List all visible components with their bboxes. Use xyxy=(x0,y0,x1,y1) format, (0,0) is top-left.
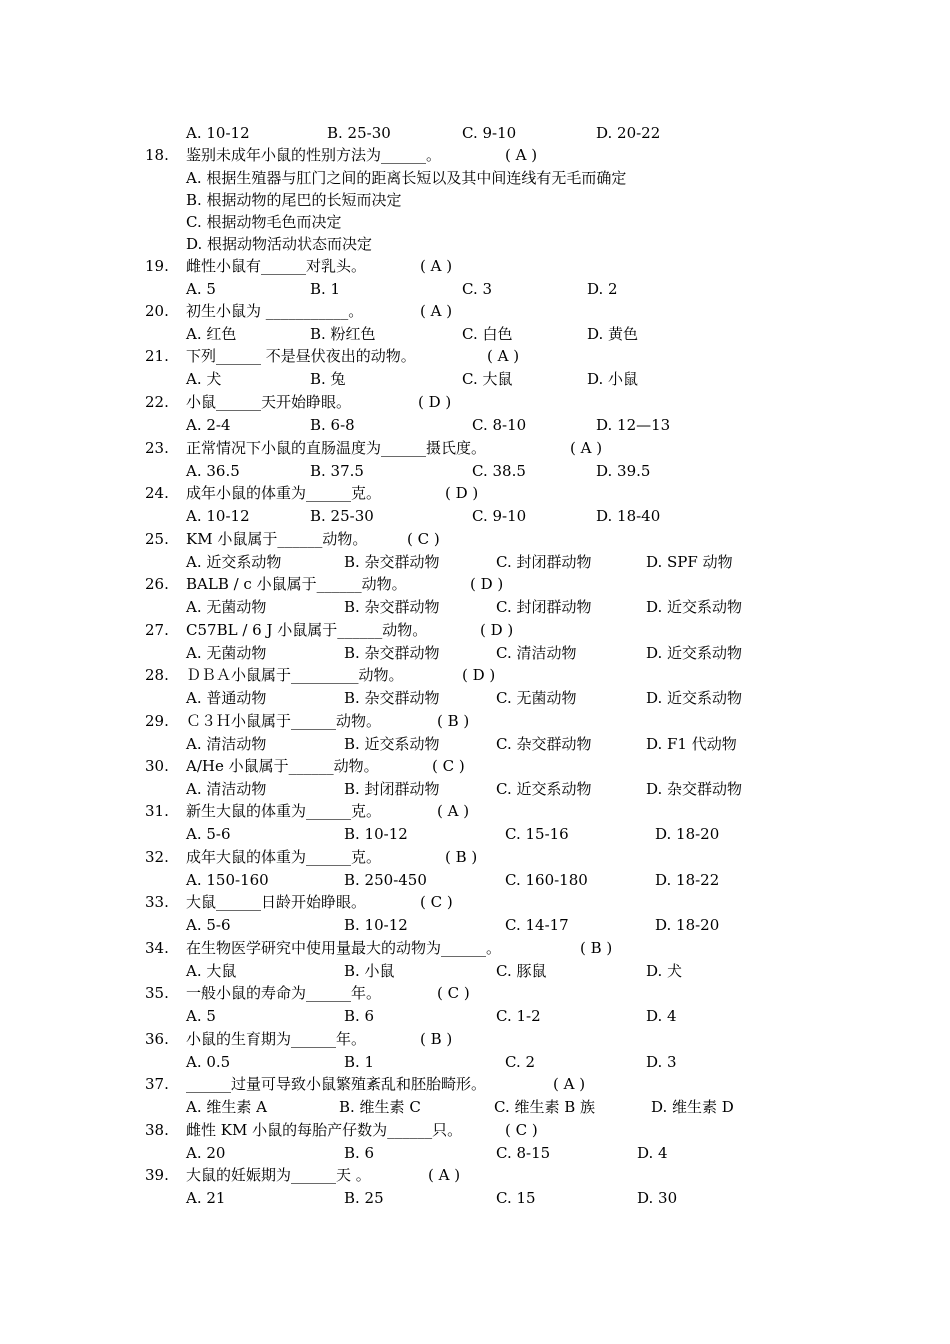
question-stem: 成年大鼠的体重为______克。 xyxy=(186,848,382,866)
option-c: C. 近交系动物 xyxy=(496,780,592,798)
question-number: 33. xyxy=(145,893,169,911)
answer-key: ( A ) xyxy=(570,439,603,457)
option-a: A. 根据生殖器与肛门之间的距离长短以及其中间连线有无毛而确定 xyxy=(186,169,627,187)
option-b: B. 6-8 xyxy=(310,416,355,434)
option-c: C. 1-2 xyxy=(496,1007,541,1025)
question-row xyxy=(0,937,950,959)
question-number: 37. xyxy=(145,1075,169,1093)
question-stem: 一般小鼠的寿命为______年。 xyxy=(186,984,382,1002)
option-a: A. 20 xyxy=(186,1144,226,1162)
answer-key: ( C ) xyxy=(437,984,470,1002)
option-b: B. 1 xyxy=(344,1053,375,1071)
question-number: 36. xyxy=(145,1030,169,1048)
option-c: C. 9-10 xyxy=(462,124,517,142)
question-row xyxy=(0,664,950,686)
question-row xyxy=(0,1028,950,1050)
option-b: B. 250-450 xyxy=(344,871,427,889)
question-row xyxy=(0,437,950,459)
option-b: B. 10-12 xyxy=(344,825,408,843)
option-c: C. 8-15 xyxy=(496,1144,551,1162)
question-number: 31. xyxy=(145,802,169,820)
option-a: A. 无菌动物 xyxy=(186,598,267,616)
question-number: 20. xyxy=(145,302,169,320)
question-row xyxy=(0,1164,950,1186)
option-d: D. 犬 xyxy=(646,962,683,980)
option-d: D. 4 xyxy=(637,1144,668,1162)
question-stem: 新生大鼠的体重为______克。 xyxy=(186,802,382,820)
option-c: C. 无菌动物 xyxy=(496,689,577,707)
option-c: C. 根据动物毛色而决定 xyxy=(186,213,342,231)
option-b: B. 小鼠 xyxy=(344,962,395,980)
option-b: B. 10-12 xyxy=(344,916,408,934)
question-number: 35. xyxy=(145,984,169,1002)
question-row xyxy=(0,619,950,641)
question-number: 19. xyxy=(145,257,169,275)
option-c: C. 8-10 xyxy=(472,416,527,434)
answer-key: ( B ) xyxy=(437,712,470,730)
option-d: D. 小鼠 xyxy=(587,370,639,388)
answer-key: ( A ) xyxy=(437,802,470,820)
question-row xyxy=(0,800,950,822)
question-number: 18. xyxy=(145,146,169,164)
option-d: D. 18-20 xyxy=(655,825,720,843)
option-d: D. 杂交群动物 xyxy=(646,780,743,798)
option-a: A. 5-6 xyxy=(186,825,231,843)
option-a: A. 5 xyxy=(186,280,216,298)
question-number: 27. xyxy=(145,621,169,639)
question-number: 24. xyxy=(145,484,169,502)
option-b: B. 兔 xyxy=(310,370,346,388)
option-d: D. 18-20 xyxy=(655,916,720,934)
option-d: D. F1 代动物 xyxy=(646,735,737,753)
option-a: A. 21 xyxy=(186,1189,226,1207)
option-a: A. 150-160 xyxy=(186,871,269,889)
question-number: 22. xyxy=(145,393,169,411)
option-c: C. 维生素 B 族 xyxy=(494,1098,596,1116)
option-d: D. 4 xyxy=(646,1007,677,1025)
question-stem: 鉴别未成年小鼠的性别方法为______。 xyxy=(186,146,442,164)
option-d: D. 近交系动物 xyxy=(646,644,743,662)
question-stem: Ｃ３Ｈ小鼠属于______动物。 xyxy=(186,712,382,730)
answer-key: ( B ) xyxy=(420,1030,453,1048)
option-d: D. SPF 动物 xyxy=(646,553,733,571)
option-b: B. 根据动物的尾巴的长短而决定 xyxy=(186,191,402,209)
question-row xyxy=(0,255,950,277)
question-stem: ＤＢＡ小鼠属于_________动物。 xyxy=(186,666,404,684)
question-number: 25. xyxy=(145,530,169,548)
answer-key: ( D ) xyxy=(445,484,479,502)
option-d: D. 18-22 xyxy=(655,871,720,889)
question-row xyxy=(0,482,950,504)
answer-key: ( A ) xyxy=(505,146,538,164)
question-stem: 正常情况下小鼠的直肠温度为______摄氏度。 xyxy=(186,439,487,457)
option-b: B. 杂交群动物 xyxy=(344,598,440,616)
option-d: D. 近交系动物 xyxy=(646,598,743,616)
answer-key: ( B ) xyxy=(580,939,613,957)
question-number: 23. xyxy=(145,439,169,457)
option-b: B. 25-30 xyxy=(310,507,374,525)
option-b: B. 1 xyxy=(310,280,341,298)
option-a: A. 5 xyxy=(186,1007,216,1025)
question-row xyxy=(0,891,950,913)
question-row xyxy=(0,391,950,413)
option-b: B. 杂交群动物 xyxy=(344,644,440,662)
answer-key: ( D ) xyxy=(470,575,504,593)
question-stem: 成年小鼠的体重为______克。 xyxy=(186,484,382,502)
answer-key: ( A ) xyxy=(420,302,453,320)
option-d: D. 黄色 xyxy=(587,325,639,343)
question-row xyxy=(0,528,950,550)
option-b: B. 近交系动物 xyxy=(344,735,440,753)
answer-key: ( A ) xyxy=(428,1166,461,1184)
question-number: 28. xyxy=(145,666,169,684)
option-a: A. 2-4 xyxy=(186,416,231,434)
option-d: D. 3 xyxy=(646,1053,677,1071)
question-number: 29. xyxy=(145,712,169,730)
option-a: A. 36.5 xyxy=(186,462,240,480)
option-c: C. 38.5 xyxy=(472,462,526,480)
option-d: D. 30 xyxy=(637,1189,678,1207)
option-b: B. 杂交群动物 xyxy=(344,553,440,571)
question-number: 38. xyxy=(145,1121,169,1139)
question-stem: 雌性 KM 小鼠的每胎产仔数为______只。 xyxy=(186,1121,463,1139)
option-a: A. 维生素 A xyxy=(186,1098,267,1116)
question-number: 30. xyxy=(145,757,169,775)
question-row xyxy=(0,144,950,166)
option-b: B. 封闭群动物 xyxy=(344,780,440,798)
question-stem: 下列______ 不是昼伏夜出的动物。 xyxy=(186,347,416,365)
option-a: A. 近交系动物 xyxy=(186,553,282,571)
option-c: C. 9-10 xyxy=(472,507,527,525)
question-row xyxy=(0,1119,950,1141)
option-c: C. 14-17 xyxy=(505,916,569,934)
question-stem: C57BL / 6 J 小鼠属于______动物。 xyxy=(186,621,428,639)
answer-key: ( A ) xyxy=(420,257,453,275)
answer-key: ( D ) xyxy=(418,393,452,411)
option-b: B. 25-30 xyxy=(327,124,391,142)
option-a: A. 0.5 xyxy=(186,1053,231,1071)
question-number: 34. xyxy=(145,939,169,957)
question-row xyxy=(0,710,950,732)
question-stem: ______过量可导致小鼠繁殖紊乱和胚胎畸形。 xyxy=(186,1075,487,1093)
option-a: A. 5-6 xyxy=(186,916,231,934)
question-row xyxy=(0,573,950,595)
question-stem: A/He 小鼠属于______动物。 xyxy=(186,757,379,775)
question-stem: 雌性小鼠有______对乳头。 xyxy=(186,257,367,275)
question-stem: 大鼠的妊娠期为______天 。 xyxy=(186,1166,371,1184)
option-d: D. 近交系动物 xyxy=(646,689,743,707)
answer-key: ( C ) xyxy=(407,530,440,548)
option-c: C. 封闭群动物 xyxy=(496,598,592,616)
option-b: B. 杂交群动物 xyxy=(344,689,440,707)
option-d: D. 2 xyxy=(587,280,618,298)
option-c: C. 白色 xyxy=(462,325,513,343)
question-number: 32. xyxy=(145,848,169,866)
option-d: D. 12—13 xyxy=(596,416,671,434)
question-stem: BALB / c 小鼠属于______动物。 xyxy=(186,575,407,593)
answer-key: ( A ) xyxy=(487,347,520,365)
option-a: A. 大鼠 xyxy=(186,962,237,980)
question-number: 21. xyxy=(145,347,169,365)
option-a: A. 清洁动物 xyxy=(186,780,267,798)
answer-key: ( D ) xyxy=(462,666,496,684)
option-d: D. 18-40 xyxy=(596,507,661,525)
option-c: C. 杂交群动物 xyxy=(496,735,592,753)
question-stem: 初生小鼠为 ___________。 xyxy=(186,302,364,320)
question-number: 39. xyxy=(145,1166,169,1184)
option-a: A. 红色 xyxy=(186,325,237,343)
question-stem: KM 小鼠属于______动物。 xyxy=(186,530,368,548)
option-b: B. 37.5 xyxy=(310,462,364,480)
option-c: C. 封闭群动物 xyxy=(496,553,592,571)
option-c: C. 3 xyxy=(462,280,493,298)
option-d: D. 维生素 D xyxy=(651,1098,734,1116)
option-a: A. 清洁动物 xyxy=(186,735,267,753)
option-c: C. 2 xyxy=(505,1053,536,1071)
option-a: A. 普通动物 xyxy=(186,689,267,707)
option-a: A. 10-12 xyxy=(186,507,250,525)
answer-key: ( C ) xyxy=(420,893,453,911)
option-c: C. 豚鼠 xyxy=(496,962,547,980)
option-b: B. 6 xyxy=(344,1144,375,1162)
question-stem: 小鼠______天开始睁眼。 xyxy=(186,393,352,411)
answer-key: ( D ) xyxy=(480,621,514,639)
option-b: B. 维生素 C xyxy=(339,1098,421,1116)
option-c: C. 大鼠 xyxy=(462,370,513,388)
question-row xyxy=(0,1073,950,1095)
option-c: C. 15 xyxy=(496,1189,536,1207)
question-row xyxy=(0,300,950,322)
option-d: D. 20-22 xyxy=(596,124,661,142)
question-row xyxy=(0,755,950,777)
answer-key: ( C ) xyxy=(432,757,465,775)
question-row xyxy=(0,345,950,367)
option-a: A. 无菌动物 xyxy=(186,644,267,662)
answer-key: ( C ) xyxy=(505,1121,538,1139)
option-b: B. 粉红色 xyxy=(310,325,376,343)
answer-key: ( B ) xyxy=(445,848,478,866)
option-d: D. 根据动物活动状态而决定 xyxy=(186,235,373,253)
option-c: C. 15-16 xyxy=(505,825,569,843)
question-stem: 大鼠______日龄开始睁眼。 xyxy=(186,893,367,911)
option-a: A. 10-12 xyxy=(186,124,250,142)
option-b: B. 6 xyxy=(344,1007,375,1025)
question-stem: 在生物医学研究中使用量最大的动物为______。 xyxy=(186,939,502,957)
option-c: C. 清洁动物 xyxy=(496,644,577,662)
option-c: C. 160-180 xyxy=(505,871,588,889)
question-stem: 小鼠的生育期为______年。 xyxy=(186,1030,367,1048)
option-b: B. 25 xyxy=(344,1189,384,1207)
top-options-row xyxy=(0,122,950,144)
question-row xyxy=(0,846,950,868)
option-a: A. 犬 xyxy=(186,370,222,388)
option-d: D. 39.5 xyxy=(596,462,651,480)
question-number: 26. xyxy=(145,575,169,593)
answer-key: ( A ) xyxy=(553,1075,586,1093)
question-row xyxy=(0,982,950,1004)
